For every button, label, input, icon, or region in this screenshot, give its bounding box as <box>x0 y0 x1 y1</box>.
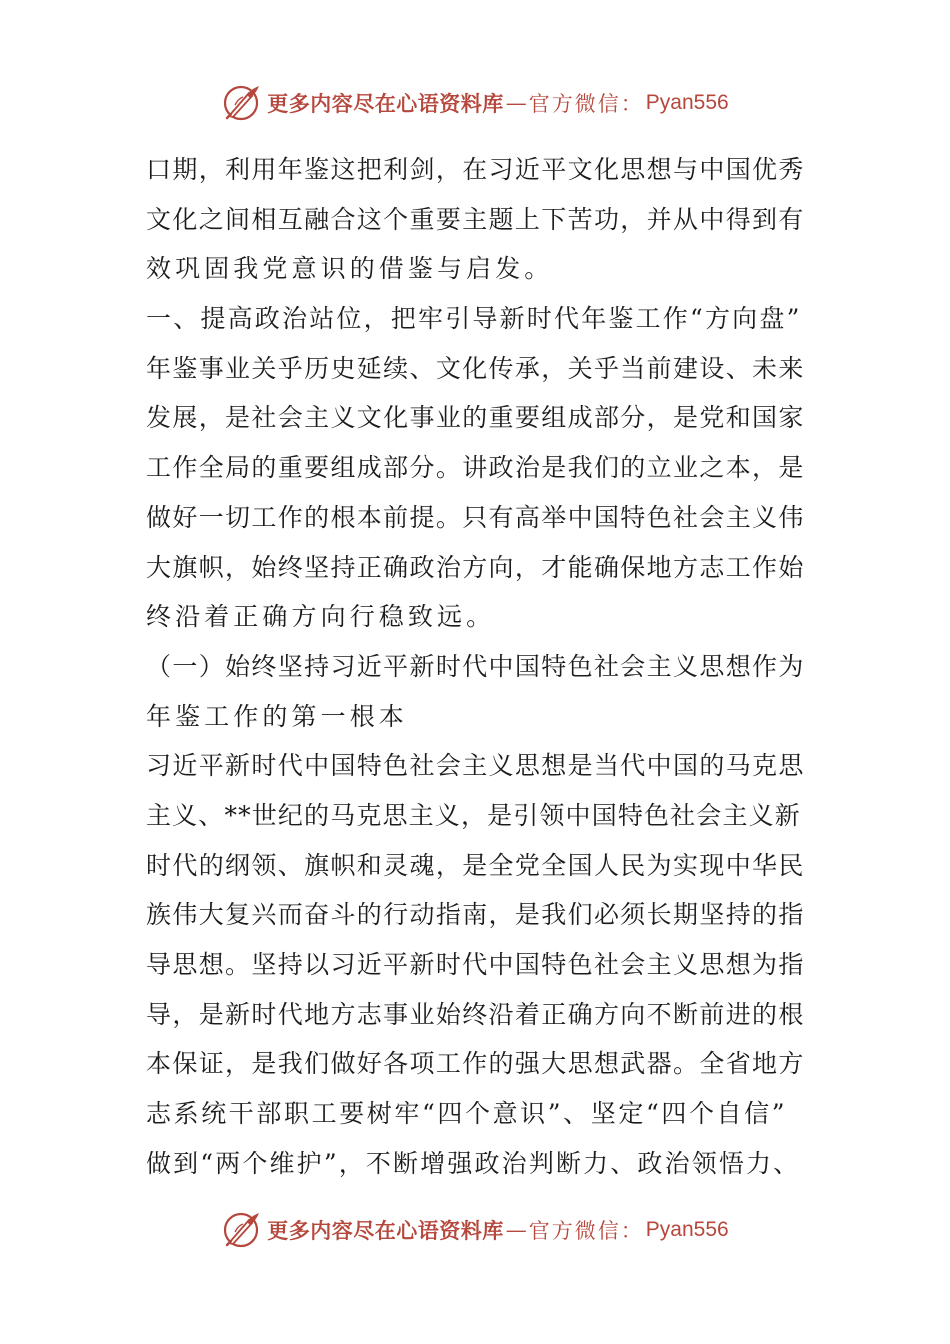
document-body <box>146 145 806 1188</box>
body-line: 主义、**世纪的马克思主义，是引领中国特色社会主义新 <box>146 800 801 830</box>
footer-separator: — <box>505 1218 527 1242</box>
header-separator: — <box>505 91 527 115</box>
quill-logo-icon <box>221 83 261 123</box>
body-line: 大旗帜，始终坚持正确政治方向，才能确保地方志工作始 <box>146 552 805 582</box>
body-line: 文化之间相互融合这个重要主题上下苦功，并从中得到有 <box>146 204 805 234</box>
footer-brand: 更多内容尽在心语资料库 <box>267 1218 504 1243</box>
footer-wechat-handle: Pyan556 <box>645 1218 729 1241</box>
body-line: 志系统干部职工要树牢“四个意识”、坚定“四个自信” <box>146 1099 788 1129</box>
header-wechat-handle: Pyan556 <box>645 91 729 114</box>
header-banner-text <box>267 88 728 118</box>
footer-wechat-label: 官方微信： <box>528 1219 644 1243</box>
subsection-heading: （一）始终坚持习近平新时代中国特色社会主义思想作为 <box>146 651 805 681</box>
footer-banner-text <box>267 1215 728 1245</box>
section-heading: 一、提高政治站位，把牢引导新时代年鉴工作“方向盘” <box>146 304 802 334</box>
body-line: 工作全局的重要组成部分。讲政治是我们的立业之本，是 <box>146 453 805 483</box>
subsection-heading: 年鉴工作的第一根本 <box>146 701 408 731</box>
body-line: 时代的纲领、旗帜和灵魂，是全党全国人民为实现中华民 <box>146 850 805 880</box>
footer-banner <box>0 1205 950 1255</box>
body-line: 习近平新时代中国特色社会主义思想是当代中国的马克思 <box>146 751 805 781</box>
header-banner <box>0 78 950 128</box>
header-wechat-label: 官方微信： <box>528 92 644 116</box>
body-line: 做好一切工作的根本前提。只有高举中国特色社会主义伟 <box>146 502 805 532</box>
body-line: 本保证，是我们做好各项工作的强大思想武器。全省地方 <box>146 1049 805 1079</box>
body-line: 口期，利用年鉴这把利剑，在习近平文化思想与中国优秀 <box>146 155 805 184</box>
body-line: 年鉴事业关乎历史延续、文化传承，关乎当前建设、未来 <box>146 353 805 383</box>
quill-logo-icon <box>221 1210 261 1250</box>
body-line: 导，是新时代地方志事业始终沿着正确方向不断前进的根 <box>146 999 805 1029</box>
body-line: 终沿着正确方向行稳致远。 <box>146 602 496 632</box>
body-line: 导思想。坚持以习近平新时代中国特色社会主义思想为指 <box>146 950 805 979</box>
body-line: 效巩固我党意识的借鉴与启发。 <box>146 254 554 284</box>
body-line: 做到“两个维护”，不断增强政治判断力、政治领悟力、 <box>146 1148 801 1178</box>
body-line: 族伟大复兴而奋斗的行动指南，是我们必须长期坚持的指 <box>146 900 805 930</box>
body-line: 发展，是社会主义文化事业的重要组成部分，是党和国家 <box>146 403 805 433</box>
header-brand: 更多内容尽在心语资料库 <box>267 91 504 116</box>
